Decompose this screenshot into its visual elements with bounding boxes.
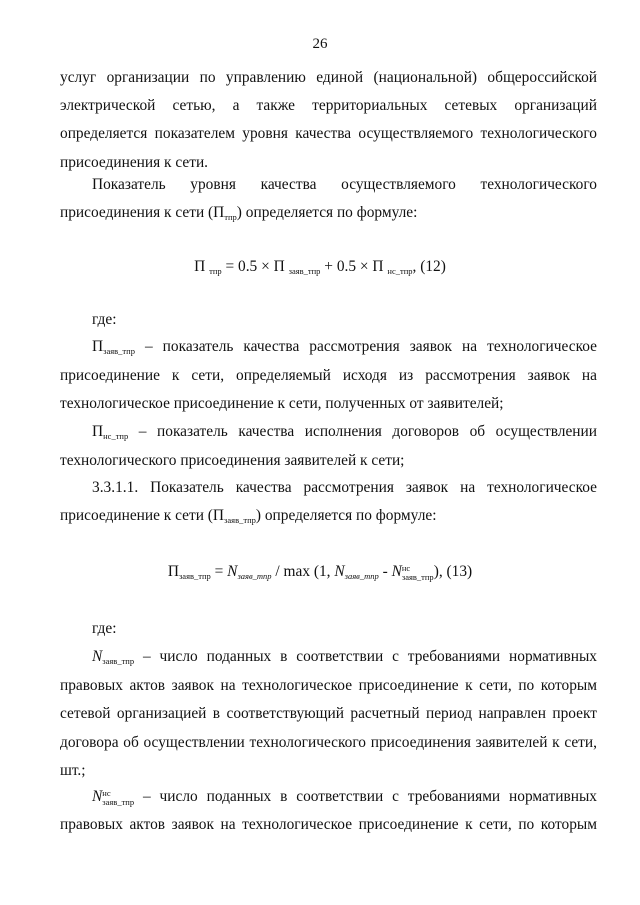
symbol-p: П <box>213 204 225 222</box>
subscript: заяв_тпр <box>102 656 135 666</box>
text-line: 3.3.1.1. Показатель качества рассмотрения заявок на технологическое <box>92 479 597 496</box>
text-line: технологическое присоединение к сети, полученных от заявителей; <box>60 395 504 413</box>
sup-sub-pair <box>102 789 134 807</box>
subscript: тпр <box>224 212 237 223</box>
text-fragment: – число поданных в соответствии с требованиями нормативных <box>134 788 597 805</box>
paragraph-3-3-1-1 <box>60 474 597 531</box>
text-line <box>60 783 597 811</box>
symbol-n: N <box>334 563 345 580</box>
superscript: нс <box>102 788 111 798</box>
subscript: заяв_тпр <box>344 571 379 581</box>
text-fragment: – показатель качества исполнения договоров об осуществлении <box>128 423 597 440</box>
subscript: заяв_тпр <box>103 346 135 356</box>
subscript: заяв_тпр <box>178 571 211 581</box>
text-line: технологического присоединения заявителей к сети; <box>60 452 405 470</box>
where-label: где: <box>92 620 117 637</box>
paragraph-indicator-intro <box>60 171 597 228</box>
text-line: договора об осуществлении технологического присоединения заявителей к сети, <box>60 733 597 751</box>
text-fragment: ) определяется по формуле: <box>255 507 437 525</box>
formula-fragment: = <box>210 563 228 580</box>
definition-n-zayav <box>60 643 597 785</box>
symbol-n: N <box>92 788 103 805</box>
symbol-n: N <box>391 563 402 580</box>
text-fragment: ) определяется по формуле: <box>236 204 418 222</box>
text-line <box>60 418 597 447</box>
paragraph-continuation <box>60 64 597 177</box>
text-line: услуг организации по управлению единой (национальной) общероссийской <box>60 69 597 86</box>
formula-13 <box>0 563 640 582</box>
symbol-n: N <box>227 563 238 580</box>
symbol-p: П <box>194 258 206 275</box>
where-label: где: <box>92 311 117 328</box>
subscript: тпр <box>209 266 222 276</box>
text-line: присоединение к сети, определяемый исходя из рассмотрения заявок на <box>60 367 597 385</box>
sup-sub-pair <box>402 564 434 582</box>
formula-fragment: = 0.5 × П <box>221 258 285 275</box>
text-fragment: – число поданных в соответствии с требованиями нормативных <box>134 648 597 665</box>
formula-fragment: - <box>378 563 392 580</box>
text-line: правовых актов заявок на технологическое присоединение к сети, по которым <box>60 677 597 695</box>
text-line: шт.; <box>60 761 86 779</box>
symbol-p: П <box>92 423 104 440</box>
subscript: нс_тпр <box>387 266 413 276</box>
subscript: заяв_тпр <box>401 572 434 582</box>
text-fragment: присоединение к сети ( <box>60 507 213 525</box>
formula-number: , (12) <box>412 258 446 275</box>
text-fragment: – показатель качества рассмотрения заявок на технологическое <box>134 338 597 355</box>
formula-12 <box>0 258 640 276</box>
definition-n-ns-zayav <box>60 783 597 839</box>
subscript: нс_тпр <box>103 431 129 441</box>
subscript: заяв_тпр <box>237 571 272 581</box>
text-line: сетевой организацией в соответствующий расчетный период направлен проект <box>60 705 597 723</box>
text-line: Показатель уровня качества осуществляемого технологического <box>92 176 597 193</box>
text-line <box>60 643 597 672</box>
subscript: заяв_тпр <box>102 797 135 807</box>
symbol-p: П <box>92 338 104 355</box>
formula-number: ), (13) <box>433 563 473 580</box>
definition-p-ns <box>60 418 597 475</box>
text-line: определяется показателем уровня качества осуществляемого технологического <box>60 125 597 143</box>
text-line <box>60 502 597 531</box>
symbol-p: П <box>212 507 225 525</box>
text-line: электрической сетью, а также территориальных сетевых организаций <box>60 97 597 115</box>
superscript: нс <box>401 563 411 573</box>
subscript: заяв_тпр <box>224 515 256 526</box>
text-line: присоединения к сети. <box>60 153 209 171</box>
symbol-n: N <box>92 648 103 665</box>
definition-p-zayav <box>60 333 597 419</box>
text-line <box>60 333 597 362</box>
formula-fragment: / max (1, <box>271 563 335 580</box>
text-line <box>60 199 597 228</box>
formula-fragment: + 0.5 × П <box>320 258 384 275</box>
subscript: заяв_тпр <box>288 266 321 276</box>
symbol-p: П <box>167 563 179 580</box>
page-number: 26 <box>312 36 328 52</box>
text-line: правовых актов заявок на технологическое присоединение к сети, по которым <box>60 816 597 834</box>
text-fragment: присоединения к сети ( <box>60 204 214 222</box>
